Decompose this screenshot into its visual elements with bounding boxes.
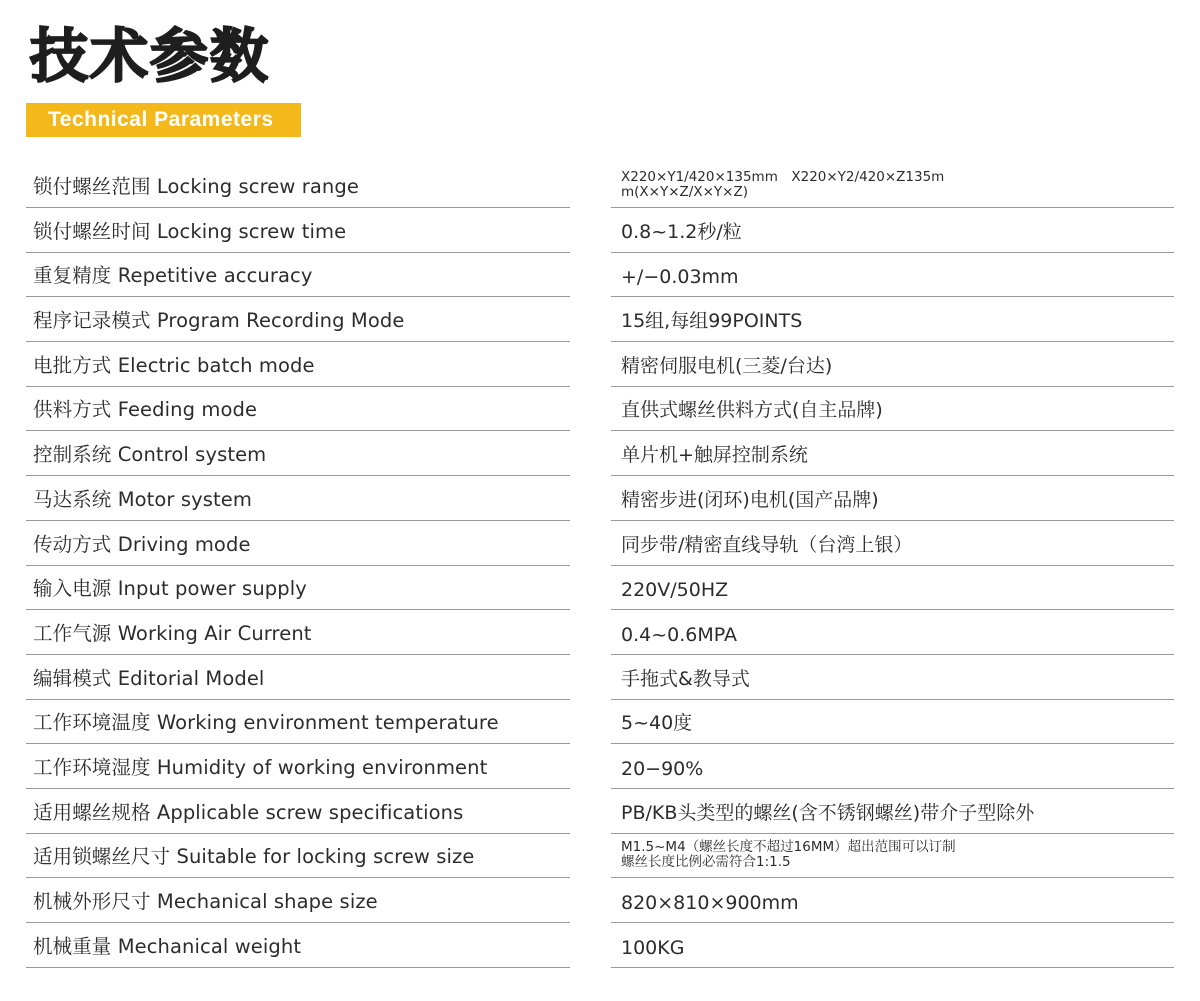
spec-value: 220V/50HZ: [621, 579, 729, 602]
spec-row-locking-screw-range: [0, 163, 1200, 208]
spec-label: 输入电源 Input power supply: [33, 577, 307, 601]
spec-value: +/−0.03mm: [621, 266, 739, 289]
spec-label: 传动方式 Driving mode: [33, 532, 251, 556]
spec-label: 重复精度 Repetitive accuracy: [33, 264, 313, 288]
spec-value: PB/KB头类型的螺丝(含不锈钢螺丝)带介子型除外: [621, 801, 1035, 824]
spec-label: 工作气源 Working Air Current: [33, 621, 312, 645]
spec-value: 820×810×900mm: [621, 892, 799, 915]
spec-value: 直供式螺丝供料方式(自主品牌): [621, 399, 883, 422]
spec-value: 0.4~0.6MPA: [621, 623, 737, 646]
spec-label: 马达系统 Motor system: [33, 487, 252, 511]
spec-row-repetitive-accuracy: [0, 253, 1200, 298]
spec-label: 适用锁螺丝尺寸 Suitable for locking screw size: [33, 845, 475, 869]
spec-row-working-air-current: [0, 610, 1200, 655]
spec-value: 单片机+触屏控制系统: [621, 444, 808, 467]
spec-value: 20−90%: [621, 758, 704, 781]
spec-label: 工作环境湿度 Humidity of working environment: [33, 756, 488, 780]
spec-label: 工作环境温度 Working environment temperature: [33, 711, 499, 735]
spec-row-input-power-supply: [0, 566, 1200, 611]
spec-row-mechanical-shape-size: [0, 879, 1200, 924]
spec-value: 手拖式&教导式: [621, 667, 750, 690]
subtitle-badge: Technical Parameters: [26, 103, 301, 137]
spec-row-control-system: [0, 432, 1200, 477]
spec-value: 精密伺服电机(三菱/台达): [621, 354, 833, 377]
page-title: 技术参数: [30, 22, 271, 90]
spec-row-motor-system: [0, 476, 1200, 521]
spec-row-driving-mode: [0, 521, 1200, 566]
spec-row-locking-screw-time: [0, 208, 1200, 253]
spec-row-program-recording-mode: [0, 297, 1200, 342]
spec-value: 0.8~1.2秒/粒: [621, 220, 742, 243]
spec-label: 供料方式 Feeding mode: [33, 398, 258, 422]
spec-row-humidity: [0, 744, 1200, 789]
spec-row-applicable-screw-specifications: [0, 789, 1200, 834]
spec-value: 100KG: [621, 936, 685, 959]
spec-value: 同步带/精密直线导轨（台湾上银）: [621, 533, 913, 556]
spec-row-electric-batch-mode: [0, 342, 1200, 387]
spec-value: M1.5~M4（螺丝长度不超过16MM）超出范围可以订制 螺丝长度比例必需符合1:1.5: [621, 839, 956, 871]
spec-row-feeding-mode: [0, 387, 1200, 432]
spec-label: 编辑模式 Editorial Model: [33, 666, 265, 690]
spec-label: 机械重量 Mechanical weight: [33, 934, 302, 958]
spec-label: 锁付螺丝范围 Locking screw range: [33, 175, 359, 198]
spec-row-working-environment-temperature: [0, 700, 1200, 745]
spec-value: 15组,每组99POINTS: [621, 310, 803, 333]
spec-label: 锁付螺丝时间 Locking screw time: [33, 219, 347, 243]
spec-label: 电批方式 Electric batch mode: [33, 353, 315, 377]
spec-label: 控制系统 Control system: [33, 443, 267, 467]
spec-value: X220×Y1/420×135mm X220×Y2/420×Z135m m(X×Y×Z/X×Y×Z): [621, 169, 945, 200]
spec-label: 机械外形尺寸 Mechanical shape size: [33, 890, 378, 914]
spec-row-suitable-screw-size: [0, 834, 1200, 879]
spec-label: 适用螺丝规格 Applicable screw specifications: [33, 800, 464, 824]
spec-row-editorial-model: [0, 655, 1200, 700]
spec-value: 5~40度: [621, 712, 693, 735]
spec-label: 程序记录模式 Program Recording Mode: [33, 309, 405, 333]
spec-row-mechanical-weight: [0, 923, 1200, 968]
spec-value: 精密步进(闭环)电机(国产品牌): [621, 488, 879, 511]
